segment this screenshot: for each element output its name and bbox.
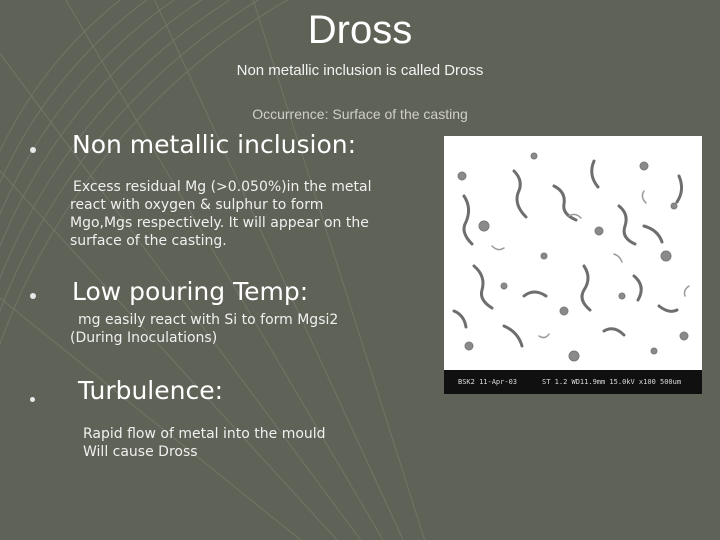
slide-subtitle: Non metallic inclusion is called Dross (236, 62, 484, 79)
occurrence-note: Occurrence: Surface of the casting (252, 106, 468, 122)
point-line: (During Inoculations) (70, 330, 218, 346)
micrograph-caption-right: ST 1.2 WD11.9mm 15.0kV x100 500um (542, 378, 682, 386)
point-line: Excess residual Mg (>0.050%)in the metal (73, 179, 372, 195)
point-heading-1: Non metallic inclusion: (72, 130, 357, 159)
point-body-2 (70, 311, 440, 347)
point-body-3 (83, 425, 443, 461)
bullet-dot-3 (30, 397, 35, 402)
point-line: Mgo,Mgs respectively. It will appear on the (70, 215, 369, 231)
point-line: Rapid flow of metal into the mould (83, 426, 326, 442)
point-heading-2: Low pouring Temp: (72, 277, 309, 306)
slide-title: Dross (307, 8, 413, 52)
point-line: react with oxygen & sulphur to form (70, 197, 324, 213)
bullet-dot-1 (30, 147, 36, 153)
micrograph-image (444, 136, 702, 370)
point-line: Will cause Dross (83, 444, 198, 460)
point-body-1 (70, 178, 440, 250)
point-line: surface of the casting. (70, 233, 227, 249)
point-line: mg easily react with Si to form Mgsi2 (78, 312, 339, 328)
bullet-dot-2 (30, 293, 36, 299)
micrograph-caption-left: BSK2 11-Apr-03 (458, 378, 518, 386)
micrograph-caption-bar (444, 370, 702, 394)
dross-micrograph (444, 136, 702, 394)
point-heading-3: Turbulence: (78, 376, 224, 405)
